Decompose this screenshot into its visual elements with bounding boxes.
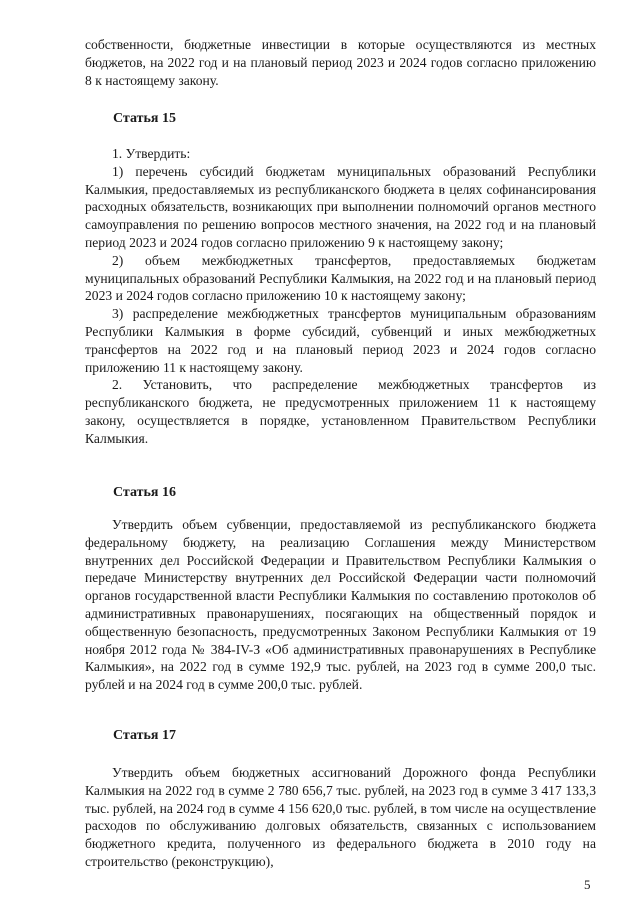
- intro-paragraph-block: [85, 36, 596, 89]
- article-15-item: 2) объем межбюджетных трансфертов, предоставляемых бюджетам муниципальных образований Республики Калмыкия, на 2022 год и на плановый период 2023 и 2024 годов согласно приложению 10 к настоящему закону;: [85, 252, 596, 304]
- intro-paragraph: собственности, бюджетные инвестиции в которые осуществляются из местных бюджетов, на 2022 год и на плановый период 2023 и 2024 годов согласно приложению 8 к настоящему закону.: [85, 37, 596, 88]
- page-number: 5: [584, 877, 591, 892]
- article-15-item: 1. Утвердить:: [112, 146, 191, 161]
- article-15-item: 2. Установить, что распределение межбюджетных трансфертов из республиканского бюджета, не предусмотренных приложением 11 к настоящему закону, осуществляется в порядке, установленном Правительством Республики Калмыкия.: [85, 377, 596, 446]
- article-15-heading: Статья 15: [113, 111, 176, 126]
- article-15-body: [85, 145, 596, 448]
- article-17-paragraph: Утвердить объем бюджетных ассигнований Дорожного фонда Республики Калмыкия на 2022 год в сумме 2 780 656,7 тыс. рублей, на 2023 год в сумме 3 417 133,3 тыс. рублей, на 2024 год в сумме 4 156 620,0 тыс. рублей, в том числе на осуществление расходов по обслуживанию долговых обязательств, связанных с использованием бюджетного кредита, полученного из федерального бюджета в 2010 году на строительство (реконструкцию),: [85, 765, 596, 869]
- article-17-heading: Статья 17: [113, 728, 176, 743]
- article-15-item: 1) перечень субсидий бюджетам муниципальных образований Республики Калмыкия, предоставляемых из республиканского бюджета в целях софинансирования расходных обязательств, возникающих при выполнении полномочий органов местного самоуправления по решению вопросов местного значения, на 2022 год и на плановый период 2023 и 2024 годов согласно приложению 9 к настоящему закону;: [85, 163, 596, 250]
- article-15-item: 3) распределение межбюджетных трансфертов муниципальным образованиям Республики Калмыкия в форме субсидий, субвенций и иных межбюджетных трансфертов на 2022 год и на плановый период 2023 и 2024 годов согласно приложению 11 к настоящему закону.: [85, 306, 596, 375]
- article-16-heading: Статья 16: [113, 485, 176, 500]
- article-16-paragraph: Утвердить объем субвенции, предоставляемой из республиканского бюджета федеральному бюджету, на реализацию Соглашения между Министерством внутренних дел Российской Федерации и Правительством Республики Калмыкия о передаче Министерству внутренних дел Российской Федерации части полномочий органов государственной власти Республики Калмыкия по составлению протоколов об административных правонарушениях, посягающих на общественный порядок и общественную безопасность, предусмотренных Законом Республики Калмыкия от 19 ноября 2012 года № 384-IV-З «Об административных правонарушениях в Республике Калмыкия», на 2022 год в сумме 192,9 тыс. рублей, на 2023 год в сумме 200,0 тыс. рублей и на 2024 год в сумме 200,0 тыс. рублей.: [85, 517, 596, 693]
- article-17-body: [85, 764, 596, 871]
- article-16-body: [85, 516, 596, 694]
